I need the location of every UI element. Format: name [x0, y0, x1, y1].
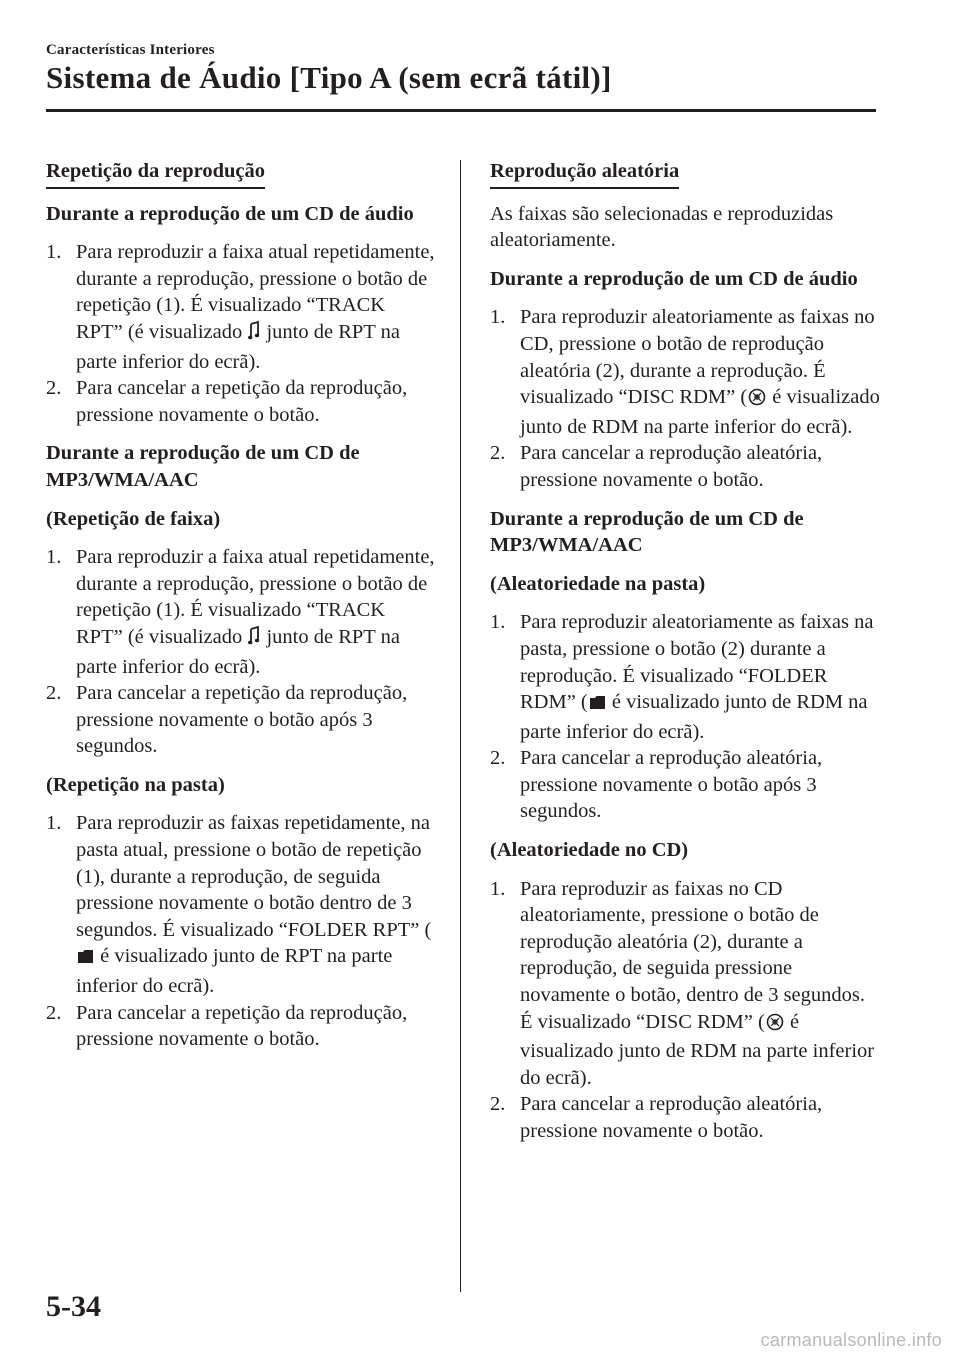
list-item — [46, 544, 436, 680]
step-text: Para cancelar a repetição da reprodução, pressione novamente o botão. — [76, 1001, 408, 1051]
cd-audio-title: Durante a reprodução de um CD de áudio — [490, 267, 858, 290]
cd-random-steps — [490, 304, 880, 493]
page-title: Sistema de Áudio [Tipo A (sem ecrã tátil)] — [46, 60, 612, 95]
left-column — [46, 158, 436, 1065]
random-intro: As faixas são selecionadas e reproduzidas aleatoriamente. — [490, 202, 834, 252]
disc-random-steps — [490, 876, 880, 1145]
step-number: 1. — [46, 241, 62, 264]
repeat-heading: Repetição da reprodução — [46, 158, 265, 189]
list-item — [46, 239, 436, 375]
music-note-icon — [248, 626, 260, 654]
step-text: Para cancelar a reprodução aleatória, pressione novamente o botão após 3 segundos. — [520, 747, 823, 823]
step-number: 2. — [46, 377, 62, 400]
step-number: 2. — [46, 1001, 62, 1024]
step-number: 1. — [490, 611, 506, 634]
disc-icon — [766, 1012, 784, 1039]
section-label: Características Interiores — [46, 42, 215, 58]
step-text: é visualizado junto de RDM na parte inferior do ecrã). — [520, 691, 868, 743]
step-number: 1. — [490, 306, 506, 329]
folder-repeat-subtitle: (Repetição na pasta) — [46, 773, 225, 796]
step-number: 1. — [490, 877, 506, 900]
step-number: 1. — [46, 546, 62, 569]
step-text: é visualizado junto de RDM na parte inferior do ecrã). — [520, 1010, 875, 1089]
title-rule — [46, 109, 876, 112]
step-number: 1. — [46, 812, 62, 835]
step-text: Para reproduzir aleatoriamente as faixas no CD, pressione o botão de reprodução aleatória (2), durante a reprodução. É visualizado “DISC RDM” ( — [520, 306, 875, 409]
track-repeat-subtitle: (Repetição de faixa) — [46, 507, 221, 530]
folder-repeat-steps — [46, 810, 436, 1052]
track-repeat-steps — [46, 544, 436, 760]
cd-audio-steps — [46, 239, 436, 428]
step-text: Para cancelar a repetição da reprodução, pressione novamente o botão após 3 segundos. — [76, 682, 408, 758]
random-heading: Reprodução aleatória — [490, 158, 679, 189]
list-item — [490, 304, 880, 440]
list-item — [46, 375, 436, 428]
list-item — [490, 1091, 880, 1144]
music-note-icon — [248, 321, 260, 349]
step-number: 2. — [490, 747, 506, 770]
step-number: 2. — [46, 682, 62, 705]
column-divider — [460, 160, 461, 1292]
list-item — [490, 876, 880, 1092]
step-text: Para reproduzir a faixa atual repetidamente, durante a reprodução, pressione o botão de repetição (1). É visualizado “TRACK RPT” (é visualizado — [76, 546, 435, 648]
step-number: 2. — [490, 442, 506, 465]
step-text: Para cancelar a reprodução aleatória, pressione novamente o botão. — [520, 442, 823, 491]
step-text: Para reproduzir as faixas repetidamente, na pasta atual, pressione o botão de repetição (1), durante a reprodução, de seguida pressione novamente o botão dentro de 3 segundos. É visualizado “FOLDER RPT” ( — [76, 812, 432, 941]
step-text: Para reproduzir a faixa atual repetidamente, durante a reprodução, pressione o botão de repetição (1). É visualizado “TRACK RPT” (é visualizado — [76, 241, 435, 343]
cd-audio-title: Durante a reprodução de um CD de áudio — [46, 202, 414, 225]
step-text: é visualizado junto de RDM na parte inferior do ecrã). — [520, 386, 880, 438]
watermark: carmanualsonline.info — [760, 1330, 942, 1350]
step-text: junto de RPT na parte inferior do ecrã). — [76, 625, 400, 678]
step-text: Para cancelar a reprodução aleatória, pressione novamente o botão. — [520, 1093, 823, 1142]
list-item — [46, 680, 436, 760]
list-item — [490, 440, 880, 493]
step-text: Para reproduzir aleatoriamente as faixas na pasta, pressione o botão (2) durante a reprodução. É visualizado “FOLDER RDM” ( — [520, 611, 874, 714]
right-column — [490, 158, 880, 1157]
folder-random-subtitle: (Aleatoriedade na pasta) — [490, 572, 706, 595]
step-text: junto de RPT na parte inferior do ecrã). — [76, 320, 400, 373]
step-text: Para reproduzir as faixas no CD aleatoriamente, pressione o botão de reprodução aleatória (2), durante a reprodução, de seguida pressione novamente o botão, dentro de 3 segundos. É visualizado “DISC RDM” ( — [520, 877, 866, 1033]
list-item — [490, 609, 880, 745]
step-text: é visualizado junto de RPT na parte inferior do ecrã). — [76, 945, 393, 998]
folder-random-steps — [490, 609, 880, 825]
step-text: Para cancelar a repetição da reprodução, pressione novamente o botão. — [76, 377, 408, 426]
list-item — [46, 810, 436, 999]
mp3-title: Durante a reprodução de um CD de MP3/WMA/AAC — [46, 442, 360, 491]
folder-icon — [589, 692, 606, 719]
list-item — [490, 745, 880, 825]
list-item — [46, 1000, 436, 1053]
disc-random-subtitle: (Aleatoriedade no CD) — [490, 839, 689, 862]
disc-icon — [748, 387, 766, 414]
step-number: 2. — [490, 1093, 506, 1116]
mp3-title: Durante a reprodução de um CD de MP3/WMA/AAC — [490, 507, 804, 557]
page-number: 5-34 — [46, 1290, 101, 1323]
folder-icon — [77, 946, 94, 973]
